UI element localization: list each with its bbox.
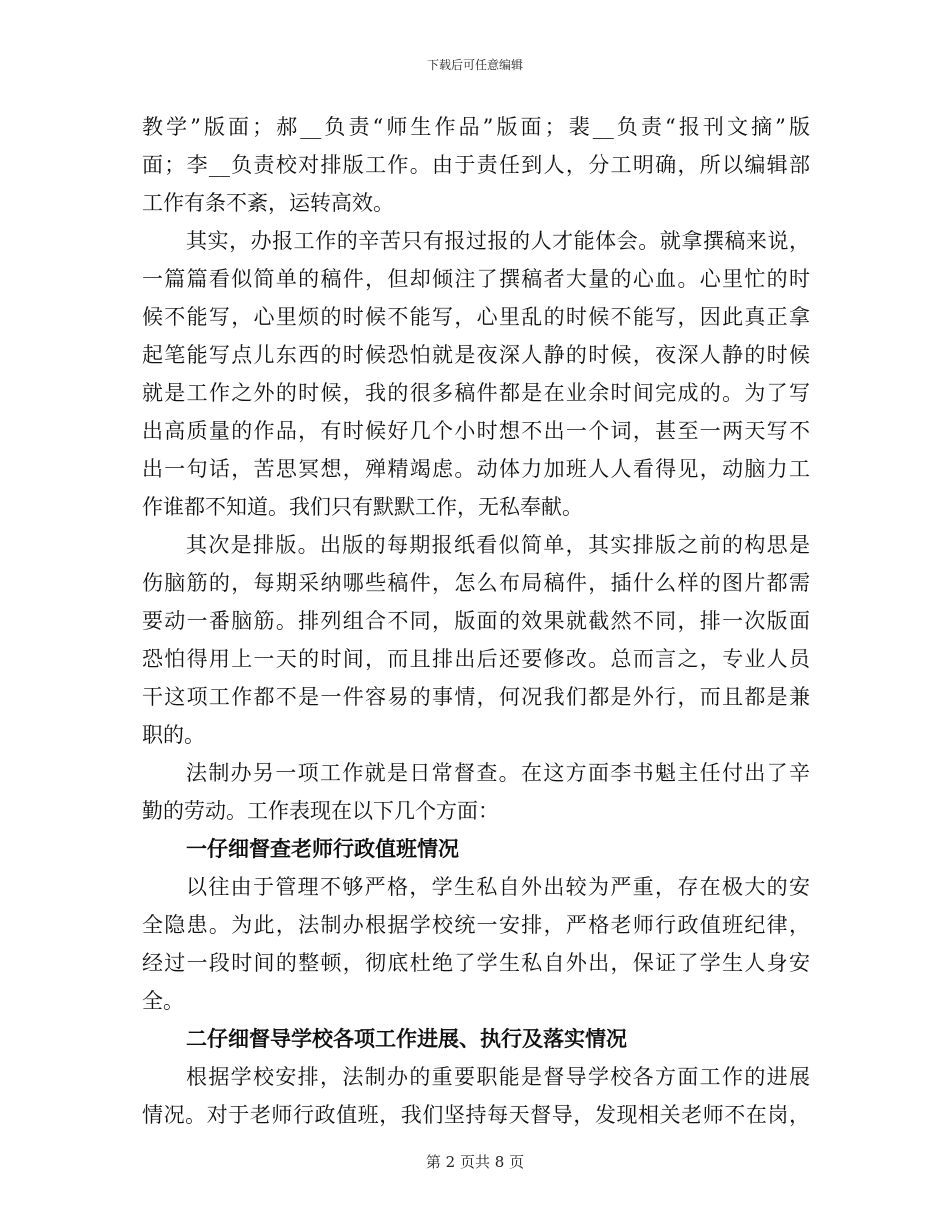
paragraph-first-line: 其次是排版。出版的每期报纸看似简单，其实排版之前的构思是 bbox=[186, 533, 810, 557]
page-footer: 第 2 页共 8 页 bbox=[425, 1153, 525, 1171]
page-header: 下载后可任意编辑 bbox=[426, 58, 523, 72]
text-line: 一篇篇看似简单的稿件，但却倾注了撰稿者大量的心血。心里忙的时 bbox=[142, 267, 810, 291]
text-line: 伤脑筋的，每期采纳哪些稿件，怎么布局稿件，插什么样的图片都需 bbox=[142, 571, 810, 595]
paragraph-first-line: 根据学校安排，法制办的重要职能是督导学校各方面工作的进展 bbox=[186, 1065, 810, 1089]
text-line: 就是工作之外的时候，我的很多稿件都是在业余时间完成的。为了写 bbox=[142, 381, 810, 405]
paragraph-last-line: 作谁都不知道。我们只有默默工作，无私奉献。 bbox=[142, 495, 583, 519]
text-line: 出一句话，苦思冥想，殚精竭虑。动体力加班人人看得见，动脑力工 bbox=[142, 457, 810, 481]
text-line: 出高质量的作品，有时候好几个小时想不出一个词，甚至一两天写不 bbox=[142, 419, 810, 443]
section-heading: 二仔细督导学校各项工作进展、执行及落实情况 bbox=[186, 1026, 627, 1051]
text-line: 教学”版面；郝__负责“师生作品”版面；裴__负责“报刊文摘”版 bbox=[142, 115, 810, 139]
text-line: 全隐患。为此，法制办根据学校统一安排，严格老师行政值班纪律， bbox=[142, 913, 810, 937]
text-line: 干这项工作都不是一件容易的事情，何况我们都是外行，而且都是兼 bbox=[142, 685, 810, 709]
paragraph-last-line: 勤的劳动。工作表现在以下几个方面： bbox=[142, 799, 499, 823]
document-body bbox=[142, 108, 810, 1134]
text-line: 起笔能写点儿东西的时候恐怕就是夜深人静的时候，夜深人静的时候 bbox=[142, 343, 810, 367]
text-line: 要动一番脑筋。排列组合不同，版面的效果就截然不同，排一次版面 bbox=[142, 609, 810, 633]
paragraph-last-line: 全。 bbox=[142, 989, 184, 1013]
text-line: 面；李__负责校对排版工作。由于责任到人，分工明确，所以编辑部 bbox=[142, 153, 810, 177]
text-line: 恐怕得用上一天的时间，而且排出后还要修改。总而言之，专业人员 bbox=[142, 647, 810, 671]
paragraph-last-line: 职的。 bbox=[142, 723, 205, 747]
text-line: 候不能写，心里烦的时候不能写，心里乱的时候不能写，因此真正拿 bbox=[142, 305, 810, 329]
paragraph-first-line: 其实，办报工作的辛苦只有报过报的人才能体会。就拿撰稿来说， bbox=[186, 229, 810, 253]
paragraph-last-line: 工作有条不紊，运转高效。 bbox=[142, 191, 394, 215]
text-line: 经过一段时间的整顿，彻底杜绝了学生私自外出，保证了学生人身安 bbox=[142, 951, 810, 975]
paragraph-first-line: 以往由于管理不够严格，学生私自外出较为严重，存在极大的安 bbox=[186, 875, 810, 899]
text-line: 情况。对于老师行政值班，我们坚持每天督导，发现相关老师不在岗， bbox=[142, 1103, 810, 1127]
paragraph-first-line: 法制办另一项工作就是日常督查。在这方面李书魁主任付出了辛 bbox=[186, 761, 810, 785]
section-heading: 一仔细督查老师行政值班情况 bbox=[186, 836, 459, 861]
